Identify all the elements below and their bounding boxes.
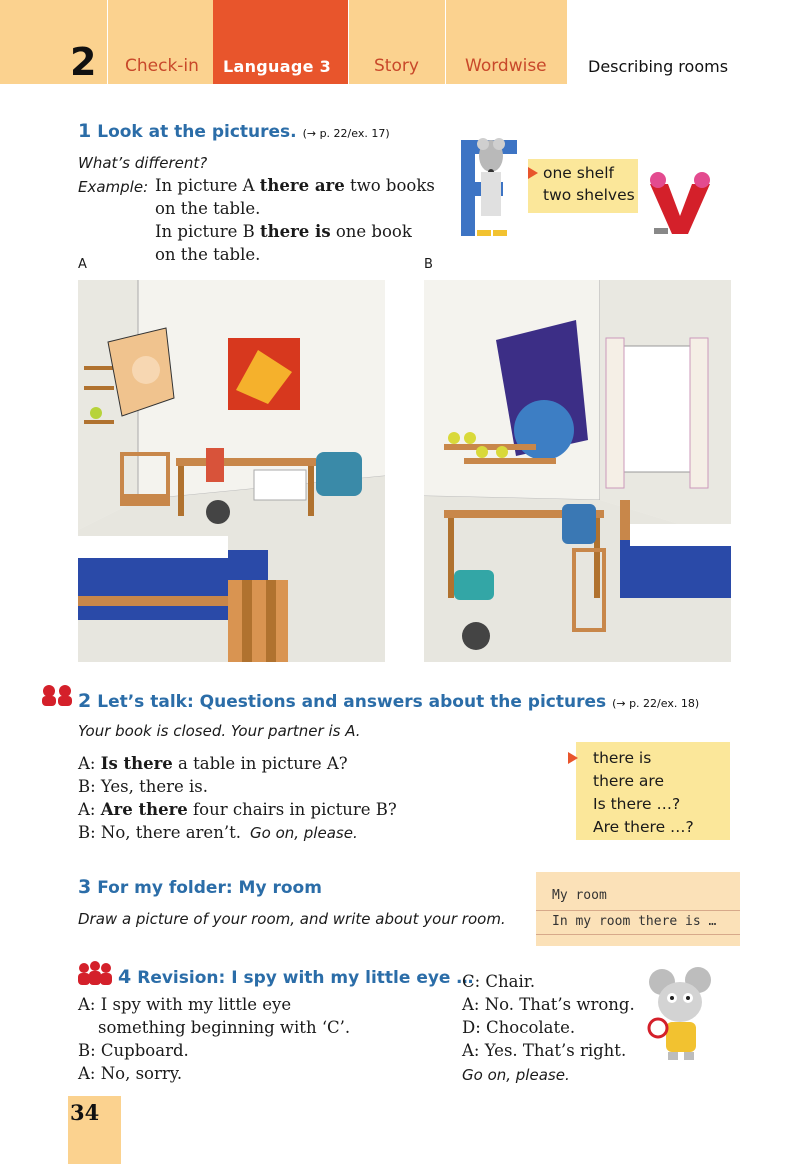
ex4-right-2: A: No. That’s wrong. [462,995,635,1014]
ex4-heading [118,966,473,988]
ex2-dialogue-1: A: Is there a table in picture A? [78,754,348,773]
tip-arrow-icon [528,167,538,179]
ex4-number: 4 [118,966,132,988]
section-title [568,0,800,84]
tab-language-3[interactable] [213,0,348,84]
tab-check-in[interactable]: Check-in [125,56,199,76]
ex3-heading [78,876,322,898]
ex4-right-1: C: Chair. [462,972,536,991]
folder-note-line-1: My room [552,888,607,903]
ex2-go-on: Go on, please. [250,824,358,842]
mouse-f-illustration [457,134,527,244]
ex2-dialogue-3: A: Are there four chairs in picture B? [78,800,397,819]
picture-a-label: A [78,257,87,272]
ex4-title: Revision: I spy with my little eye … [137,968,474,988]
unit-number: 2 [70,40,97,84]
ex4-left-3: B: Cupboard. [78,1041,189,1060]
picture-b [424,280,731,662]
tip-shelf-2: two shelves [543,186,635,204]
tip-are-there: Are there …? [593,818,694,836]
ex1-title: Look at the pictures. [97,122,297,142]
ex3-number: 3 [78,876,92,898]
ex2-ref: (→ p. 22/ex. 18) [612,697,700,710]
ex2-dialogue-4: B: No, there aren’t. [78,823,241,842]
tip-shelf-1: one shelf [543,164,614,182]
ex1-number: 1 [78,120,92,142]
tab-wordwise[interactable]: Wordwise [465,56,547,76]
ex3-instruction: Draw a picture of your room, and write about your room. [78,910,506,928]
ex4-right-3: D: Chocolate. [462,1018,576,1037]
ex1-heading [78,120,390,142]
ex1-question: What’s different? [78,154,208,172]
ex4-go-on: Go on, please. [462,1066,570,1084]
ex2-heading [78,690,699,712]
ex3-title: For my folder: My room [97,878,322,898]
folder-note-line-2: In my room there is … [552,914,717,929]
pair-work-icon [40,684,74,706]
ex2-dialogue-2: B: Yes, there is. [78,777,209,796]
ex1-ref: (→ p. 22/ex. 17) [302,127,390,140]
ex1-example-line1: In picture A there are two books [155,176,435,195]
ex4-left-2: something beginning with ‘C’. [98,1018,351,1037]
ex1-example-label: Example: [78,178,149,196]
ex4-left-1: A: I spy with my little eye [78,995,292,1014]
ex1-example-line4: on the table. [155,245,261,264]
ex1-example-line2: on the table. [155,199,261,218]
tab-language-3-label: Language 3 [223,57,332,76]
ex2-instruction: Your book is closed. Your partner is A. [78,722,361,740]
tip-arrow-icon [568,752,578,764]
page-number-tab [68,1096,121,1164]
ex2-title: Let’s talk: Questions and answers about the pictures [97,692,607,712]
tab-story[interactable]: Story [374,56,419,76]
tip-there-are: there are [593,772,664,790]
group-work-icon [76,960,114,988]
ex4-left-4: A: No, sorry. [78,1064,183,1083]
tip-is-there: Is there …? [593,795,681,813]
mouse-with-magnifier-illustration [640,966,724,1064]
tip-there-is: there is [593,749,652,767]
ex4-right-4: A: Yes. That’s right. [462,1041,627,1060]
picture-a [78,280,385,662]
ex1-example-line3: In picture B there is one book [155,222,412,241]
letter-v-illustration [644,168,716,240]
section-title-text: Describing rooms [588,57,729,76]
folder-note [536,872,740,946]
picture-b-label: B [424,257,433,272]
ex2-number: 2 [78,690,92,712]
page-number: 34 [70,1100,100,1125]
